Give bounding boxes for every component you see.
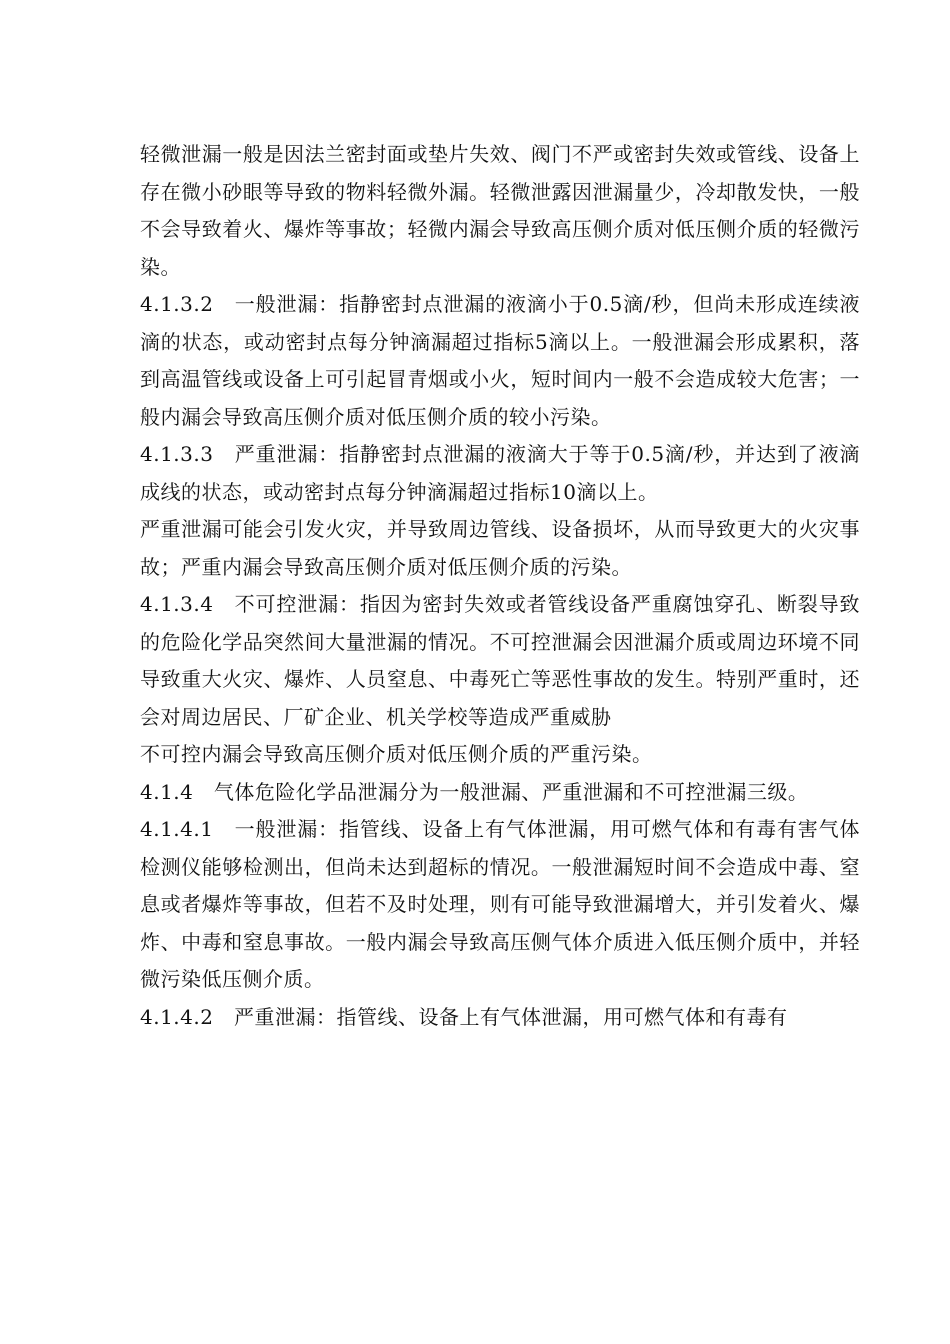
paragraph-uncontrollable-internal-leak: 不可控内漏会导致高压侧介质对低压侧介质的严重污染。 [140,742,653,766]
document-body [140,136,860,1036]
paragraph-4-1-3-4: 4.1.3.4 不可控泄漏：指因为密封失效或者管线设备严重腐蚀穿孔、断裂导致的危险化学品突然间大量泄漏的情况。不可控泄漏会因泄漏介质或周边环境不同导致重大火灾、爆炸、人员窒息、中毒死亡等恶性事故的发生。特别严重时，还会对周边居民、厂矿企业、机关学校等造成严重威胁 [140,592,860,729]
paragraph-minor-leak: 轻微泄漏一般是因法兰密封面或垫片失效、阀门不严或密封失效或管线、设备上存在微小砂眼等导致的物料轻微外漏。轻微泄露因泄漏量少，冷却散发快，一般不会导致着火、爆炸等事故；轻微内漏会导致高压侧介质对低压侧介质的轻微污染。 [140,142,860,279]
paragraph-4-1-4-1: 4.1.4.1 一般泄漏：指管线、设备上有气体泄漏，用可燃气体和有毒有害气体检测仪能够检测出，但尚未达到超标的情况。一般泄漏短时间不会造成中毒、窒息或者爆炸等事故，但若不及时处理，则有可能导致泄漏增大，并引发着火、爆炸、中毒和窒息事故。一般内漏会导致高压侧气体介质进入低压侧介质中，并轻微污染低压侧介质。 [140,817,860,991]
paragraph-severe-leak-consequence: 严重泄漏可能会引发火灾，并导致周边管线、设备损坏，从而导致更大的火灾事故；严重内漏会导致高压侧介质对低压侧介质的污染。 [140,517,860,579]
paragraph-4-1-3-2: 4.1.3.2 一般泄漏：指静密封点泄漏的液滴小于0.5滴/秒，但尚未形成连续液滴的状态，或动密封点每分钟滴漏超过指标5滴以上。一般泄漏会形成累积，落到高温管线或设备上可引起冒青烟或小火，短时间内一般不会造成较大危害；一般内漏会导致高压侧介质对低压侧介质的较小污染。 [140,292,860,429]
paragraph-4-1-4-2: 4.1.4.2 严重泄漏：指管线、设备上有气体泄漏，用可燃气体和有毒有 [140,1004,788,1029]
paragraph-4-1-3-3: 4.1.3.3 严重泄漏：指静密封点泄漏的液滴大于等于0.5滴/秒，并达到了液滴成线的状态，或动密封点每分钟滴漏超过指标10滴以上。 [140,442,860,504]
paragraph-4-1-4: 4.1.4 气体危险化学品泄漏分为一般泄漏、严重泄漏和不可控泄漏三级。 [140,779,809,804]
